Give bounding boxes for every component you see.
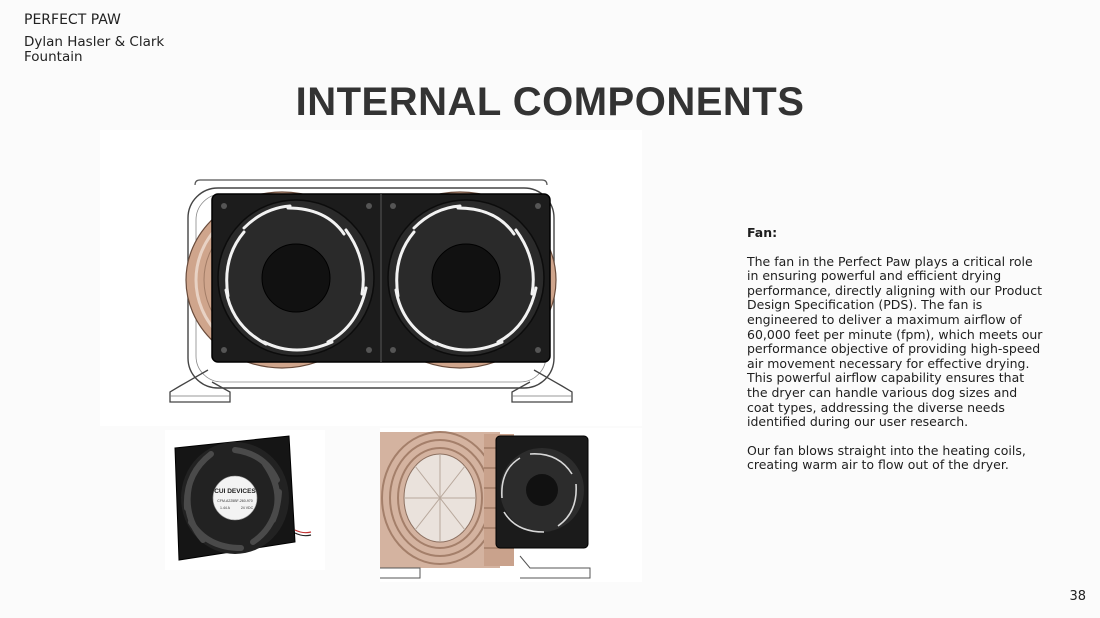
fan-label-model: CFM-A225BF-260-970 [217,499,253,503]
side-cutaway-image [380,428,642,582]
brand-name: PERFECT PAW [24,12,121,28]
authors: Dylan Hasler & Clark Fountain [24,34,165,65]
fan-label-brand: CUI DEVICES [214,488,256,495]
page-title: INTERNAL COMPONENTS [295,80,805,124]
section-heading: Fan: [747,225,778,240]
paragraph-fan-performance: The fan in the Perfect Paw plays a critical role in ensuring powerful and efficient drying performance, directly aligning with our Product Design Specification (PDS). The fan is engineered to deliver a maximum airflow of 60,000 feet per minute (fpm), which meets our performance objective of providing high-speed air movement necessary for effective drying. This powerful airflow capability ensures that the dryer can handle various dog sizes and coat types, addressing the diverse needs identified during our user research. [747,253,1043,430]
fan-label-volts: 24 VDC [240,506,254,510]
paragraph-fan-heating: Our fan blows straight into the heating coils, creating warm air to flow out of the dryer. [747,442,1026,473]
fan-description [747,226,1047,487]
fan-label-amps: 1.44 A [220,506,230,510]
cui-fan-photo [165,430,325,570]
dual-fan-assembly-image [100,130,642,426]
page-number: 38 [1069,589,1086,604]
